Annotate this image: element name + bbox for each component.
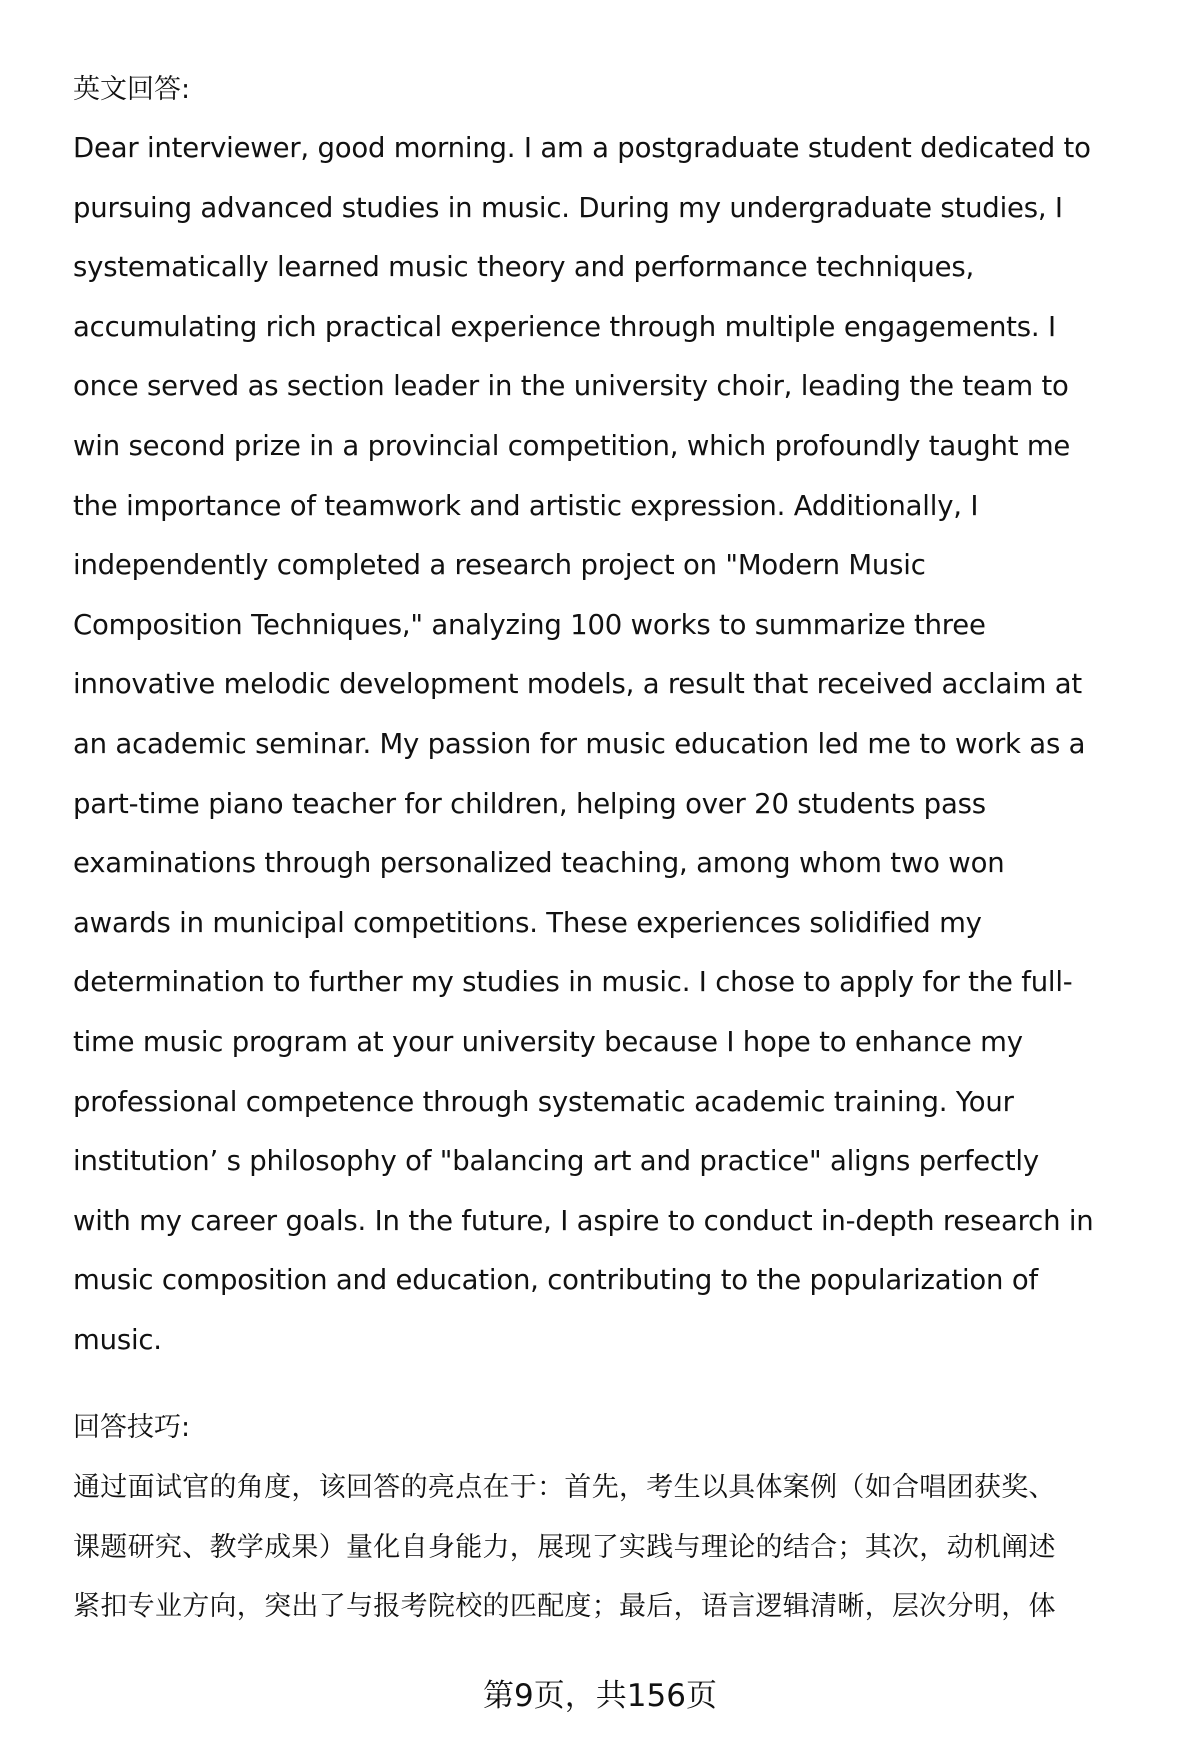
text-line: 通过面试官的角度，该回答的亮点在于：首先，考生以具体案例（如合唱团获奖、 (73, 1472, 1056, 1503)
tips-paragraph (73, 1470, 1056, 1649)
page-number: 第9页，共156页 (483, 1678, 717, 1714)
text-line: accumulating rich practical experience through multiple engagements. I (73, 310, 1056, 343)
text-line: systematically learned music theory and performance techniques, (73, 251, 974, 284)
text-line: with my career goals. In the future, I aspire to conduct in-depth research in (73, 1204, 1094, 1237)
english-answer-heading: 英文回答: (73, 74, 191, 105)
text-line: 课题研究、教学成果）量化自身能力，展现了实践与理论的结合；其次，动机阐述 (73, 1531, 1056, 1563)
text-line: examinations through personalized teaching, among whom two won (73, 847, 1005, 880)
english-answer-paragraph (73, 130, 1094, 1381)
text-line: an academic seminar. My passion for music education led me to work as a (73, 727, 1086, 760)
text-line: pursuing advanced studies in music. During my undergraduate studies, I (73, 191, 1063, 224)
text-line: once served as section leader in the university choir, leading the team to (73, 370, 1069, 403)
text-line: awards in municipal competitions. These experiences solidified my (73, 906, 982, 939)
text-line: 紧扣专业方向，突出了与报考院校的匹配度；最后，语言逻辑清晰，层次分明，体 (73, 1591, 1056, 1623)
text-line: Dear interviewer, good morning. I am a postgraduate student dedicated to (73, 132, 1091, 164)
text-line: Composition Techniques," analyzing 100 works to summarize three (73, 608, 986, 641)
text-line: music. (73, 1323, 162, 1356)
text-line: institution’ s philosophy of "balancing art and practice" aligns perfectly (73, 1145, 1039, 1178)
text-line: the importance of teamwork and artistic expression. Additionally, I (73, 489, 979, 522)
text-line: determination to further my studies in music. I chose to apply for the full- (73, 966, 1073, 999)
text-line: time music program at your university because I hope to enhance my (73, 1025, 1023, 1058)
text-line: win second prize in a provincial competition, which profoundly taught me (73, 429, 1071, 462)
text-line: music composition and education, contributing to the popularization of (73, 1264, 1038, 1297)
text-line: independently completed a research project on "Modern Music (73, 549, 926, 582)
text-line: professional competence through systematic academic training. Your (73, 1085, 1014, 1118)
text-line: part-time piano teacher for children, helping over 20 students pass (73, 787, 986, 820)
text-line: innovative melodic development models, a result that received acclaim at (73, 668, 1082, 701)
tips-heading: 回答技巧: (73, 1412, 191, 1443)
